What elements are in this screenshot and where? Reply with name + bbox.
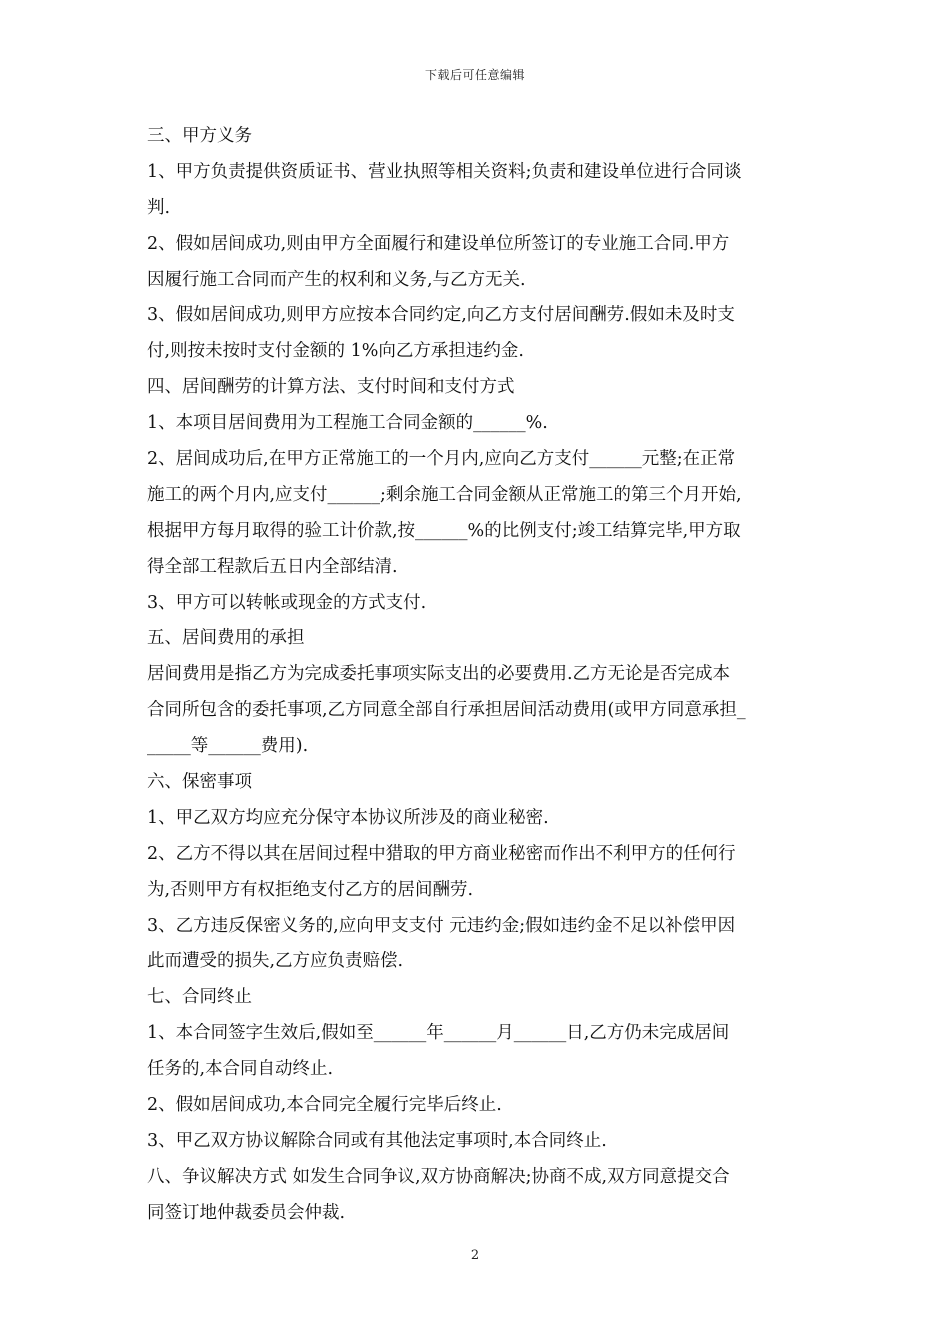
paragraph-line: 1、本合同签字生效后,假如至______年______月______日,乙方仍未完成居间 <box>147 1023 730 1044</box>
paragraph-line: 3、甲方可以转帐或现金的方式支付. <box>147 592 427 613</box>
section-heading-confidentiality: 六、保密事项 <box>147 772 252 793</box>
paragraph-line: 1、甲乙双方均应充分保守本协议所涉及的商业秘密. <box>147 807 549 828</box>
paragraph-line: 1、本项目居间费用为工程施工合同金额的______%. <box>147 413 548 434</box>
paragraph-line: 同签订地仲裁委员会仲裁. <box>147 1202 346 1223</box>
paragraph-line: 3、乙方违反保密义务的,应向甲支支付 元违约金;假如违约金不足以补偿甲因 <box>147 915 736 936</box>
paragraph-line: 因履行施工合同而产生的权利和义务,与乙方无关. <box>147 269 526 290</box>
paragraph-line: 为,否则甲方有权拒绝支付乙方的居间酬劳. <box>147 879 474 900</box>
section-heading-commission-payment: 四、居间酬劳的计算方法、支付时间和支付方式 <box>147 377 515 398</box>
paragraph-line: 判. <box>147 197 171 218</box>
paragraph-line: 3、假如居间成功,则甲方应按本合同约定,向乙方支付居间酬劳.假如未及时支 <box>147 305 735 326</box>
section-heading-contract-termination: 七、合同终止 <box>147 987 252 1008</box>
section-heading-dispute-resolution: 八、争议解决方式 如发生合同争议,双方协商解决;协商不成,双方同意提交合 <box>147 1166 730 1187</box>
section-heading-expense-bearing: 五、居间费用的承担 <box>147 628 305 649</box>
section-heading-party-a-obligations: 三、甲方义务 <box>147 126 252 146</box>
paragraph-line: 施工的两个月内,应支付______;剩余施工合同金额从正常施工的第三个月开始, <box>147 484 742 505</box>
paragraph-line: _____等______费用). <box>147 736 309 757</box>
paragraph-line: 3、甲乙双方协议解除合同或有其他法定事项时,本合同终止. <box>147 1130 607 1151</box>
paragraph-line: 任务的,本合同自动终止. <box>147 1059 334 1080</box>
page-number: 2 <box>470 1248 480 1263</box>
paragraph-line: 2、假如居间成功,本合同完全履行完毕后终止. <box>147 1095 502 1116</box>
paragraph-line: 付,则按未按时支付金额的 1%向乙方承担违约金. <box>147 341 524 362</box>
paragraph-line: 1、甲方负责提供资质证书、营业执照等相关资料;负责和建设单位进行合同谈 <box>147 161 742 182</box>
paragraph-line: 居间费用是指乙方为完成委托事项实际支出的必要费用.乙方无论是否完成本 <box>147 664 731 685</box>
paragraph-line: 2、假如居间成功,则由甲方全面履行和建设单位所签订的专业施工合同.甲方 <box>147 233 730 254</box>
paragraph-line: 2、乙方不得以其在居间过程中猎取的甲方商业秘密而作出不利甲方的任何行 <box>147 843 736 864</box>
paragraph-line: 此而遭受的损失,乙方应负责赔偿. <box>147 951 404 972</box>
page-header: 下载后可任意编辑 <box>424 68 525 82</box>
document-body <box>147 119 809 1232</box>
paragraph-line: 2、居间成功后,在甲方正常施工的一个月内,应向乙方支付______元整;在正常 <box>147 449 736 470</box>
paragraph-line: 得全部工程款后五日内全部结清. <box>147 556 398 577</box>
paragraph-line: 根据甲方每月取得的验工计价款,按______%的比例支付;竣工结算完毕,甲方取 <box>147 520 741 541</box>
paragraph-line: 合同所包含的委托事项,乙方同意全部自行承担居间活动费用(或甲方同意承担_ <box>147 700 746 721</box>
